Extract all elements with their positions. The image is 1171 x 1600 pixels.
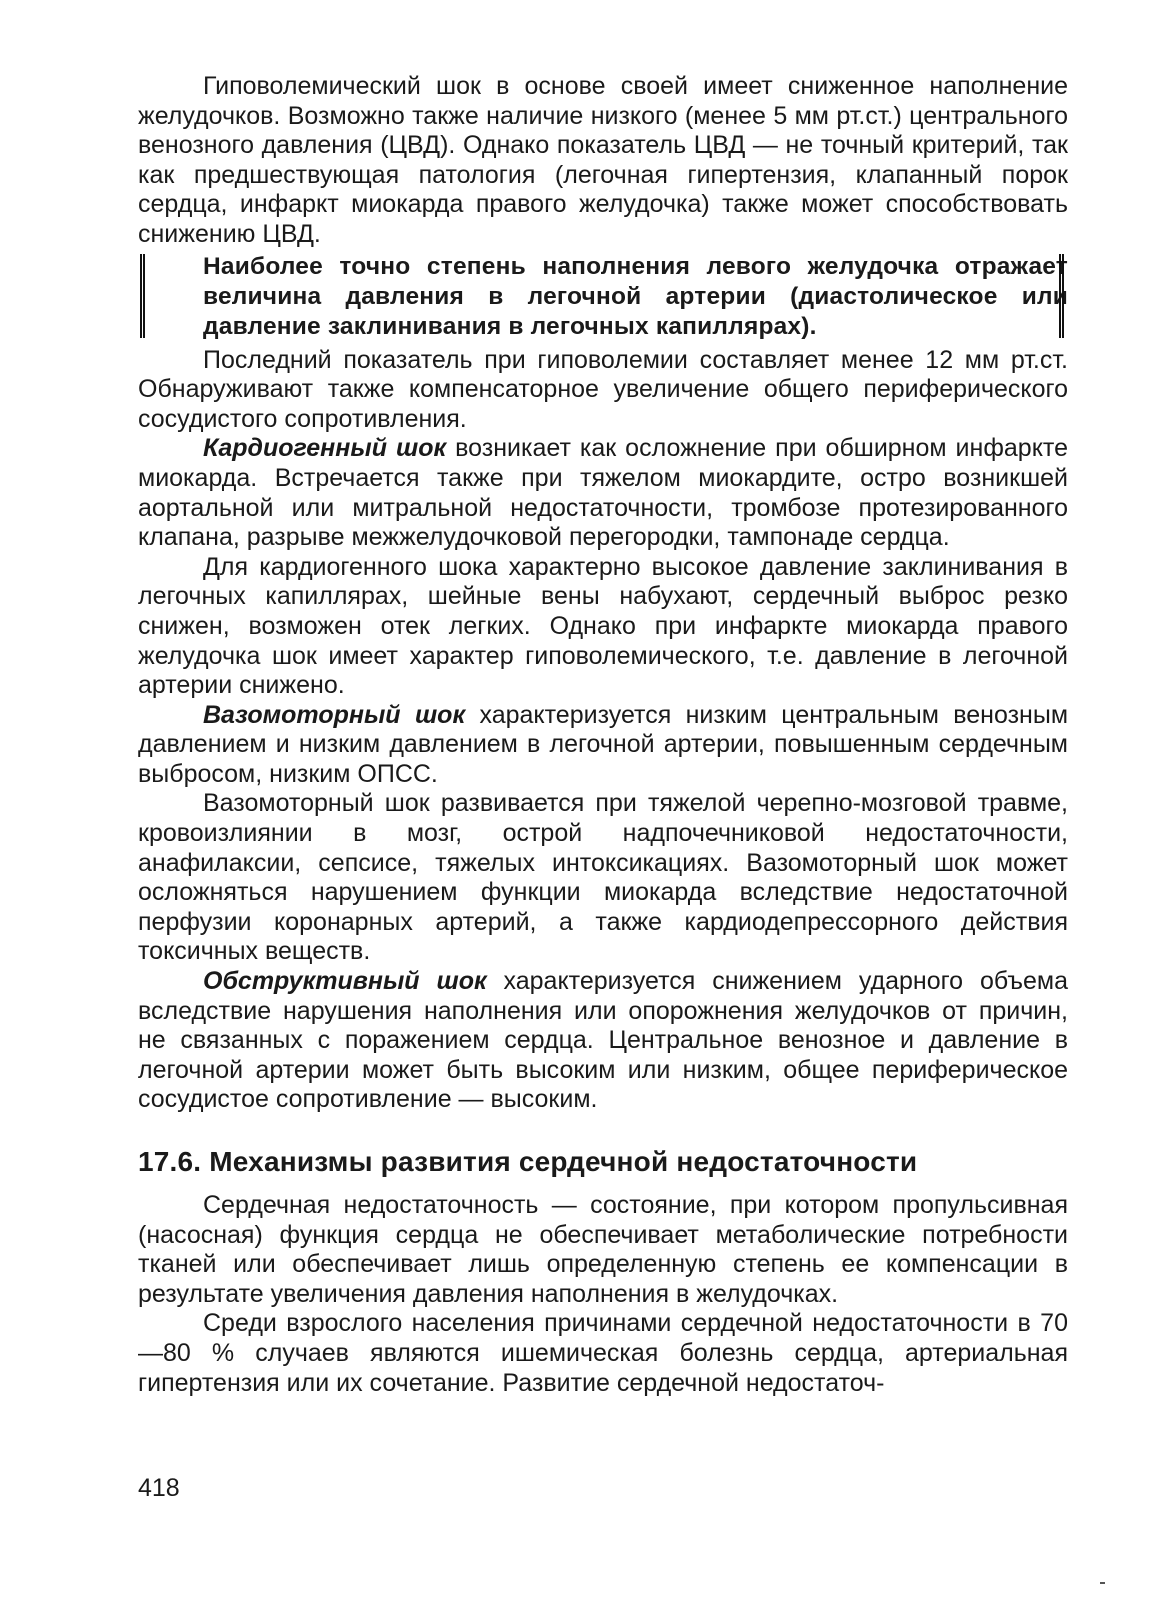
term-obstructive: Обструктивный шок	[203, 967, 487, 996]
paragraph-hypovolemic: Гиповолемический шок в основе своей имеет сниженное наполнение желудочков. Возможно также наличие низкого (менее 5 мм рт.ст.) центрального венозного давления (ЦВД). Однако показатель ЦВД — не точный критерий, так как предшествующая патология (легочная гипертензия, клапанный порок сердца, инфаркт миокарда правого желудочка) также может способствовать снижению ЦВД.	[138, 72, 1068, 248]
cardiogenic-text: возникает как осложнение при обширном инфаркте миокарда. Встречается также при тяжелом миокардите, остро возникшей аортальной или митральной недостаточности, тромбозе протезированного клапана, разрыве межжелудочковой перегородки, тампонаде сердца.	[138, 434, 1068, 552]
paragraph-heart-failure-causes: Среди взрослого населения причинами сердечной недостаточности в 70—80 % случаев являются ишемическая болезнь сердца, артериальная гипертензия или их сочетание. Развитие сердечной недостаточ-	[138, 1309, 1068, 1397]
paragraph-cardiogenic-2: Для кардиогенного шока характерно высокое давление заклинивания в легочных капиллярах, шейные вены набухают, сердечный выброс резко снижен, возможен отек легких. Однако при инфаркте миокарда правого желудочка шок имеет характер гиповолемического, т.е. давление в легочной артерии снижено.	[138, 552, 1068, 700]
paragraph-heart-failure-definition: Сердечная недостаточность — состояние, при котором пропульсивная (насосная) функция сердца не обеспечивает метаболические потребности тканей или обеспечивает лишь определенную степень ее компенсации в результате увеличения давления наполнения в желудочках.	[138, 1191, 1068, 1308]
highlight-box	[138, 252, 1068, 342]
term-cardiogenic: Кардиогенный шок	[203, 434, 447, 463]
section-heading: 17.6. Механизмы развития сердечной недостаточности	[138, 1146, 918, 1177]
scan-artifact-mark	[1100, 1582, 1105, 1584]
paragraph-vasomotor	[138, 701, 1068, 790]
paragraph-vasomotor-2: Вазомоторный шок развивается при тяжелой черепно-мозговой травме, кровоизлиянии в мозг, острой надпочечниковой недостаточности, анафилаксии, сепсисе, тяжелых интоксикациях. Вазомоторный шок может осложняться нарушением функции миокарда вследствие недостаточной перфузии коронарных артерий, а также кардиодепрессорного действия токсичных веществ.	[138, 789, 1068, 966]
term-vasomotor: Вазомоторный шок	[203, 700, 466, 729]
vasomotor-text: характеризуется низким центральным венозным давлением и низким давлением в легочной артерии, повышенным сердечным выбросом, низким ОПСС.	[138, 700, 1069, 788]
left-margin-bar	[140, 254, 145, 338]
right-margin-bar	[1059, 254, 1064, 338]
page-number: 418	[138, 1474, 180, 1502]
paragraph-cardiogenic	[138, 434, 1068, 552]
paragraph-last-indicator: Последний показатель при гиповолемии составляет менее 12 мм рт.ст. Обнаруживают также компенсаторное увеличение общего периферического сосудистого сопротивления.	[138, 345, 1068, 433]
highlight-text: Наиболее точно степень наполнения левого желудочка отражает величина давления в легочной артерии (диастолическое или давление заклинивания в легочных капиллярах).	[203, 252, 1068, 340]
obstructive-text: характеризуется снижением ударного объема вследствие нарушения наполнения или опорожнения желудочков от причин, не связанных с поражением сердца. Центральное венозное и давление в легочной артерии может быть высоким или низким, общее периферическое сосудистое сопротивление — высоким.	[138, 967, 1068, 1114]
paragraph-obstructive	[138, 967, 1068, 1115]
page-content	[138, 72, 1068, 1398]
